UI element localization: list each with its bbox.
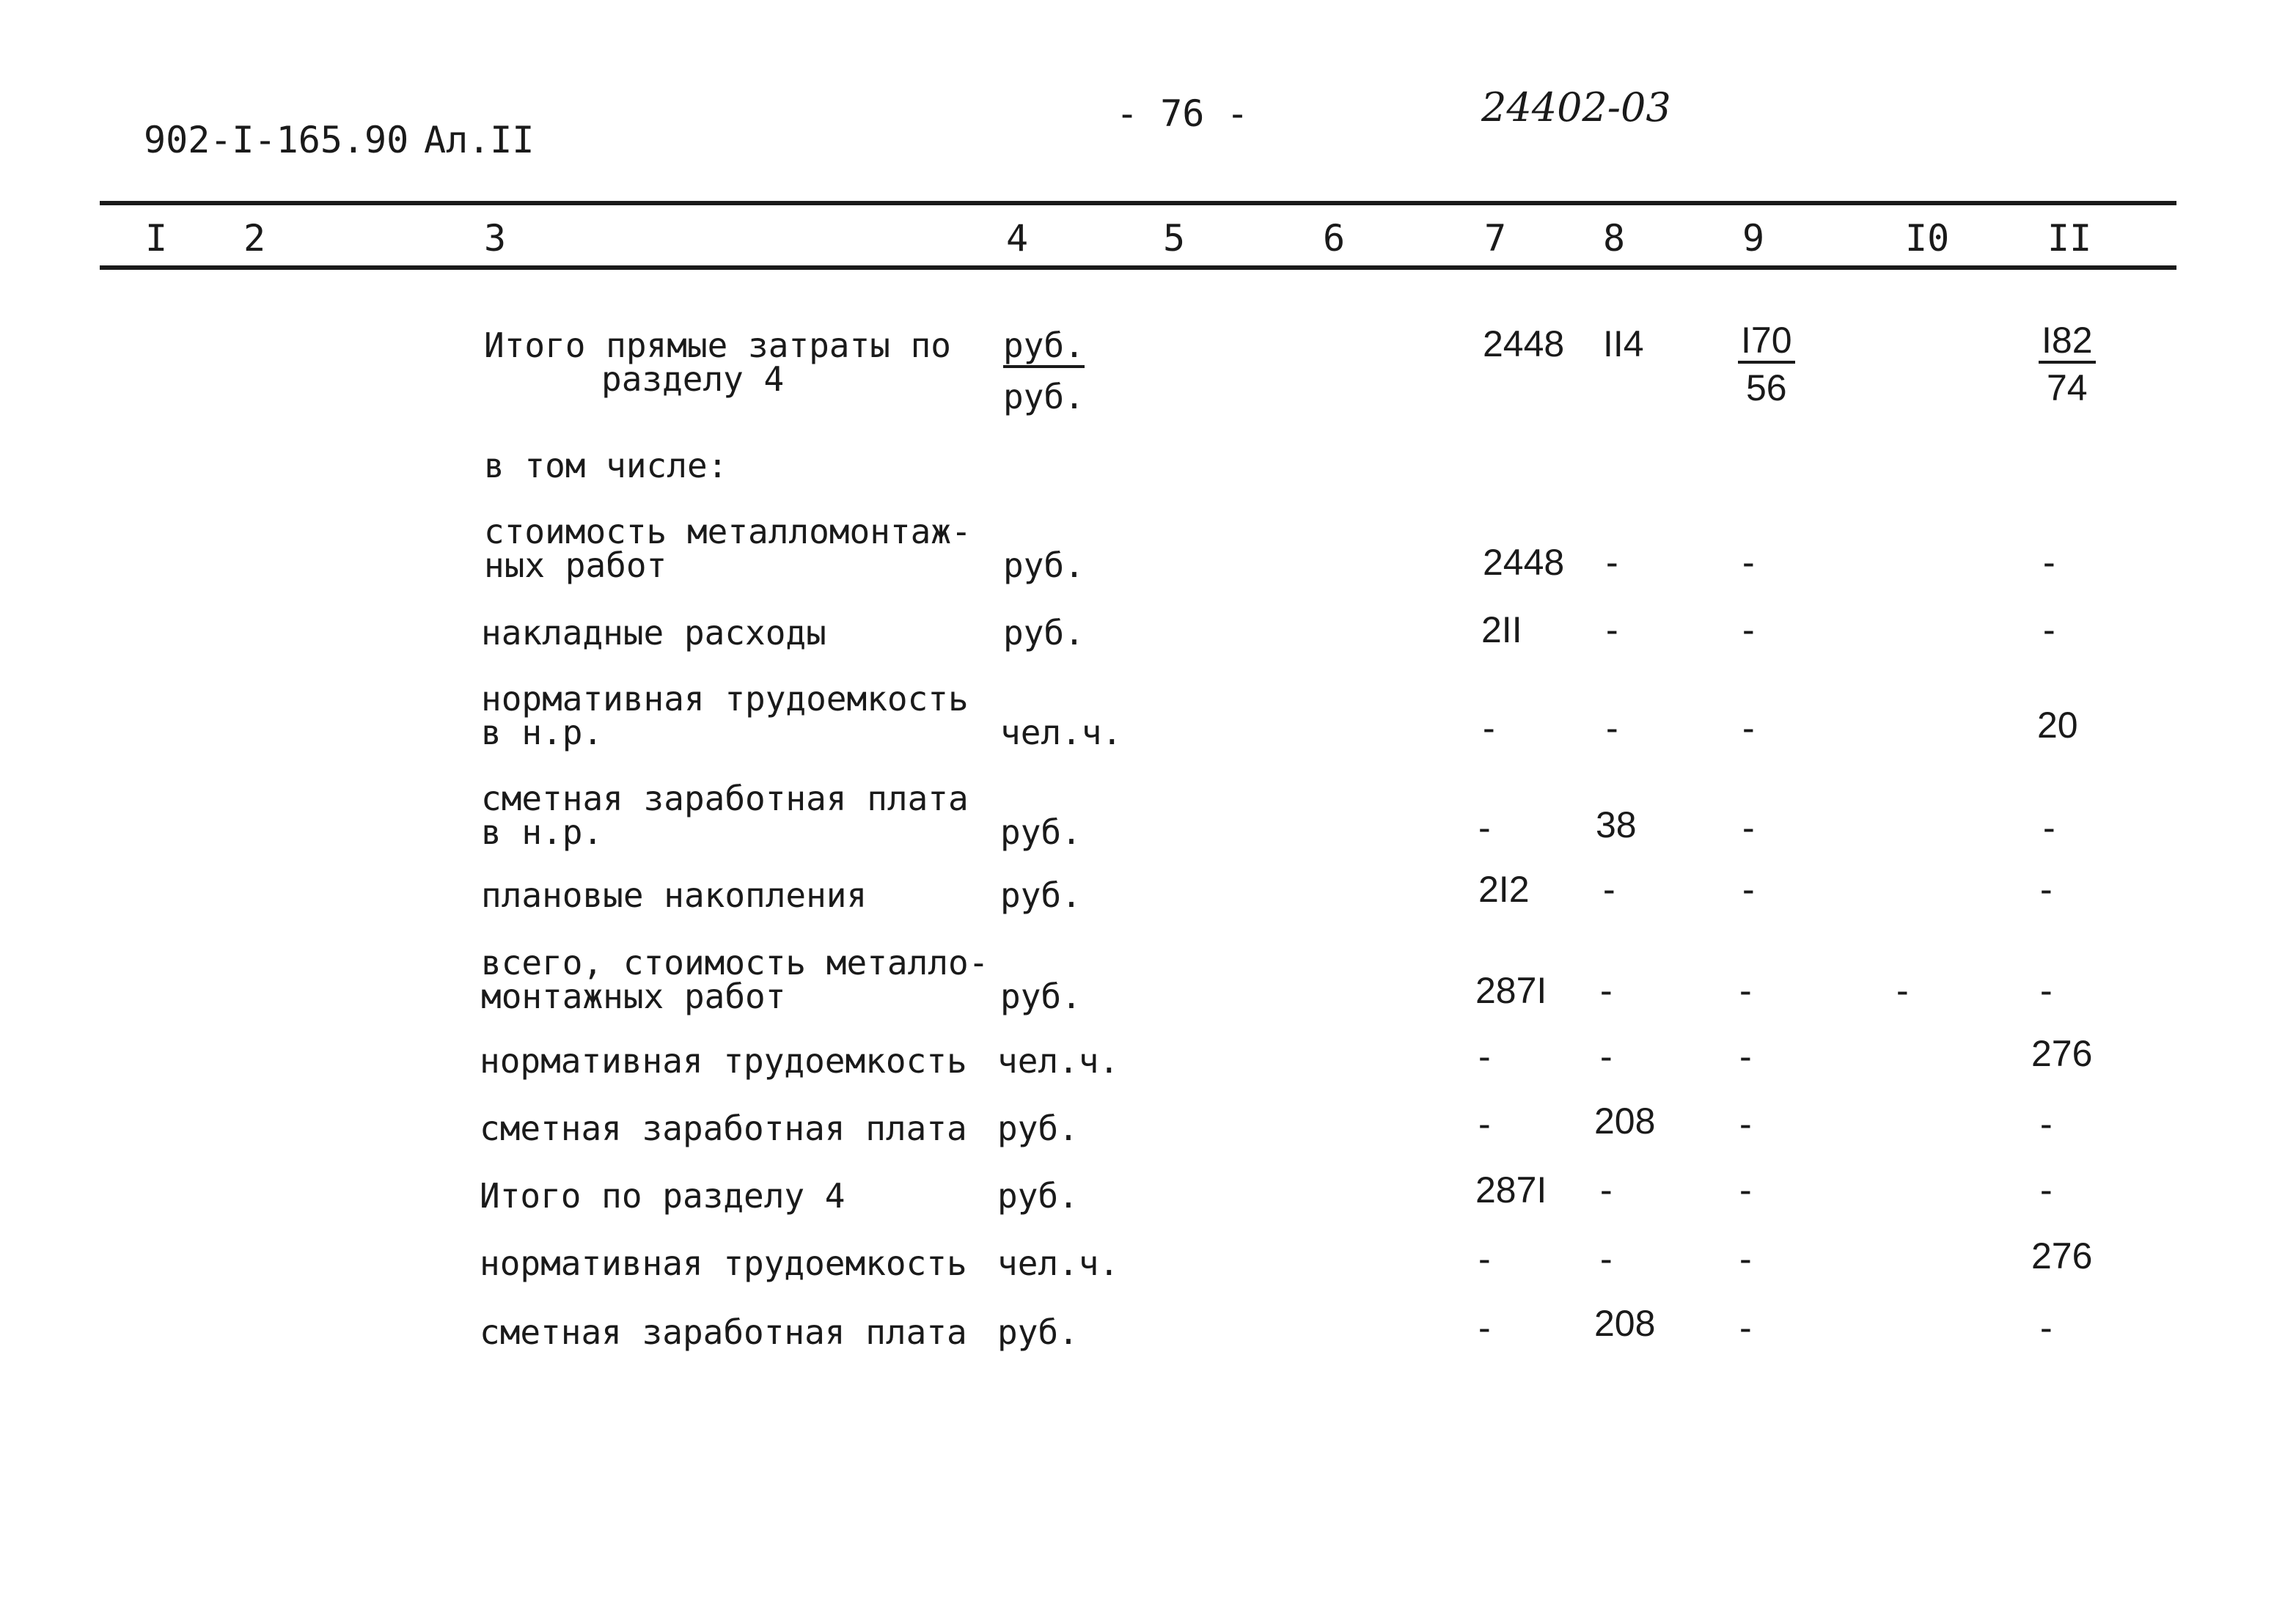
row-label: Итого по разделу 4 — [480, 1176, 846, 1216]
column-header: II — [2047, 217, 2092, 260]
value-cell-11: - — [2040, 1103, 2053, 1144]
unit-cell: руб. — [1000, 812, 1082, 852]
value-cell-7: 2448 — [1483, 542, 1565, 583]
value-cell-9: - — [1739, 1169, 1752, 1210]
value-cell-7: 287I — [1475, 1169, 1547, 1210]
value-cell-7: - — [1478, 1103, 1491, 1144]
column-header: 7 — [1484, 217, 1507, 260]
value-cell-9: - — [1742, 807, 1755, 848]
column-header: 4 — [1006, 217, 1029, 260]
value-cell-9: - — [1742, 708, 1755, 749]
value-cell-9: - — [1739, 970, 1752, 1011]
value-cell-11: - — [2043, 609, 2055, 650]
unit-cell: руб. — [1003, 613, 1085, 653]
section-caption: в том числе: — [484, 446, 728, 485]
value-cell-7: 2II — [1481, 609, 1522, 650]
row-label: сметная заработная плата — [480, 1312, 967, 1352]
value-cell-7: 2448 — [1483, 323, 1565, 364]
row-label-continuation: в н.р. — [481, 812, 604, 852]
value-cell-8: - — [1600, 970, 1613, 1011]
value-cell-11: - — [2040, 869, 2053, 910]
value-cell-9: - — [1739, 1238, 1752, 1279]
table-top-rule — [100, 201, 2176, 205]
value-cell-7: - — [1478, 1307, 1491, 1348]
value-cell-8: - — [1606, 708, 1618, 749]
value-cell-11: 276 — [2031, 1235, 2093, 1276]
row-label-continuation: монтажных работ — [481, 977, 786, 1016]
row-label: нормативная трудоемкость — [480, 1041, 967, 1081]
unit-cell: руб. — [1000, 875, 1082, 915]
row-label: нормативная трудоемкость — [481, 679, 969, 719]
row-label: плановые накопления — [481, 875, 868, 915]
value-cell-9: - — [1742, 869, 1755, 910]
value-cell-7: - — [1478, 1036, 1491, 1077]
value-cell-9: - — [1742, 542, 1755, 583]
row-label: сметная заработная плата — [480, 1109, 967, 1148]
unit-cell: чел.ч. — [997, 1041, 1120, 1081]
unit-cell: руб. — [1003, 545, 1085, 585]
row-label: накладные расходы — [481, 613, 826, 653]
value-cell-9: - — [1739, 1307, 1752, 1348]
column-header: 2 — [243, 217, 266, 260]
value-cell-11: - — [2040, 1169, 2053, 1210]
value-cell-8: - — [1603, 869, 1615, 910]
value-cell-9: $\frac{I70}{56}$ — [1738, 320, 1795, 412]
row-label-continuation: ных работ — [484, 545, 667, 585]
value-cell-8: - — [1600, 1169, 1613, 1210]
column-header: 8 — [1603, 217, 1626, 260]
value-cell-11: - — [2043, 807, 2055, 848]
unit-cell: чел.ч. — [1000, 713, 1123, 752]
value-cell-9: - — [1739, 1036, 1752, 1077]
page-number: - 76 - — [1116, 92, 1249, 135]
value-cell-8: - — [1600, 1036, 1613, 1077]
unit-cell: руб. — [1003, 377, 1085, 416]
row-label: сметная заработная плата — [481, 779, 969, 818]
column-header: I — [145, 217, 168, 260]
value-cell-7: - — [1478, 1238, 1491, 1279]
column-header: 9 — [1742, 217, 1765, 260]
value-cell-11: - — [2040, 970, 2053, 1011]
value-cell-11: 20 — [2037, 705, 2078, 746]
row-label: Итого прямые затраты по — [484, 326, 951, 365]
row-label: всего, стоимость металло- — [481, 943, 989, 982]
album-number: Ал.II — [424, 119, 535, 161]
unit-cell: руб. — [1000, 977, 1082, 1016]
unit-cell: руб. — [997, 1312, 1079, 1352]
handwritten-code: 24402-03 — [1481, 84, 1671, 131]
value-cell-11: $\frac{I82}{74}$ — [2039, 320, 2096, 412]
column-header: 6 — [1323, 217, 1346, 260]
unit-cell: руб. — [1003, 328, 1085, 362]
value-cell-11: - — [2040, 1307, 2053, 1348]
value-cell-8: - — [1606, 609, 1618, 650]
value-cell-9: - — [1739, 1103, 1752, 1144]
value-cell-8: 38 — [1596, 804, 1637, 845]
value-cell-8: 208 — [1594, 1101, 1656, 1142]
value-cell-9: - — [1742, 609, 1755, 650]
table-header-rule — [100, 265, 2176, 270]
value-cell-10: - — [1896, 970, 1909, 1011]
value-cell-8: - — [1606, 542, 1618, 583]
value-cell-7: 287I — [1475, 970, 1547, 1011]
value-cell-8: II4 — [1603, 323, 1644, 364]
value-cell-11: 276 — [2031, 1033, 2093, 1074]
value-cell-8: - — [1600, 1238, 1613, 1279]
unit-cell: руб. — [997, 1109, 1079, 1148]
value-cell-8: 208 — [1594, 1303, 1656, 1344]
column-header: I0 — [1905, 217, 1950, 260]
row-label-continuation: в н.р. — [481, 713, 604, 752]
value-cell-7: - — [1483, 708, 1495, 749]
row-label: стоимость металломонтаж- — [484, 512, 972, 551]
value-cell-7: 2I2 — [1478, 869, 1530, 910]
value-cell-11: - — [2043, 542, 2055, 583]
row-label: нормативная трудоемкость — [480, 1243, 967, 1283]
row-label-continuation: разделу 4 — [601, 359, 785, 399]
unit-cell: руб. — [997, 1176, 1079, 1216]
column-header: 3 — [484, 217, 507, 260]
document-code: 902-I-165.90 — [144, 119, 409, 161]
column-header: 5 — [1163, 217, 1186, 260]
unit-cell: чел.ч. — [997, 1243, 1120, 1283]
value-cell-7: - — [1478, 807, 1491, 848]
